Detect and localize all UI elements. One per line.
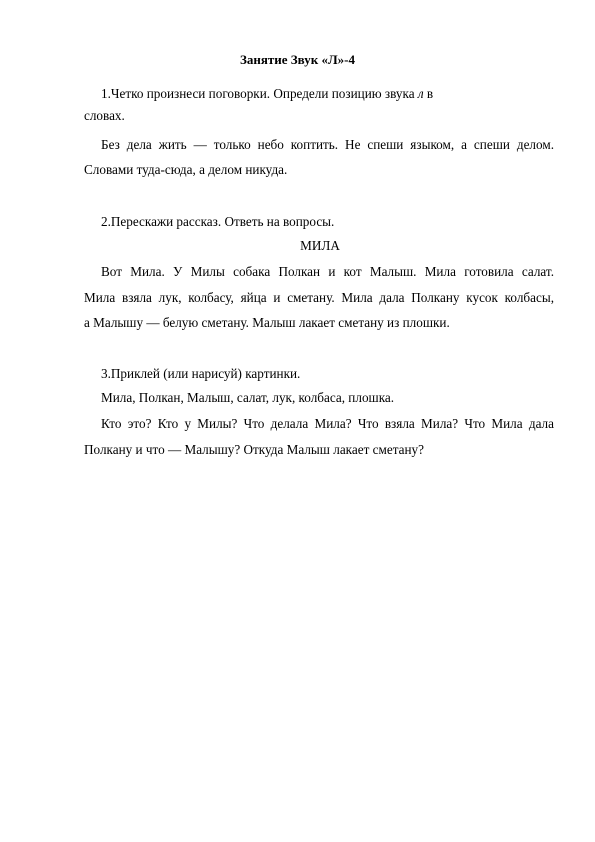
task1-heading (101, 86, 433, 102)
story-line-2: Мила взяла лук, колбасу, яйца и сметану. Мила дала Полкану кусок колбасы, (84, 290, 554, 305)
task1-heading-cont: словах. (84, 108, 125, 123)
story-title: МИЛА (300, 238, 340, 253)
story-line-3: а Малышу — белую сметану. Малыш лакает сметану из плошки. (84, 315, 450, 330)
task1-heading-text: 1.Четко произнеси поговорки. Определи позицию звука (101, 86, 418, 101)
proverbs-line-2: Словами туда-сюда, а делом никуда. (84, 162, 288, 177)
task1-sound-letter: л (417, 86, 424, 101)
task1-heading-end: в (423, 86, 434, 101)
task2-heading: 2.Перескажи рассказ. Ответь на вопросы. (101, 214, 335, 229)
proverbs-line-1: Без дела жить — только небо коптить. Не спеши языком, а спеши делом. (101, 137, 554, 152)
questions-line-1: Кто это? Кто у Милы? Что делала Мила? Что взяла Мила? Что Мила дала (101, 416, 554, 431)
story-line-1: Вот Мила. У Милы собака Полкан и кот Малыш. Мила готовила салат. (101, 264, 554, 279)
questions-line-2: Полкану и что — Малышу? Откуда Малыш лакает сметану? (84, 442, 424, 457)
task3-words: Мила, Полкан, Малыш, салат, лук, колбаса, плошка. (101, 390, 395, 405)
task3-heading: 3.Приклей (или нарисуй) картинки. (101, 366, 301, 381)
page-title: Занятие Звук «Л»-4 (240, 52, 355, 67)
